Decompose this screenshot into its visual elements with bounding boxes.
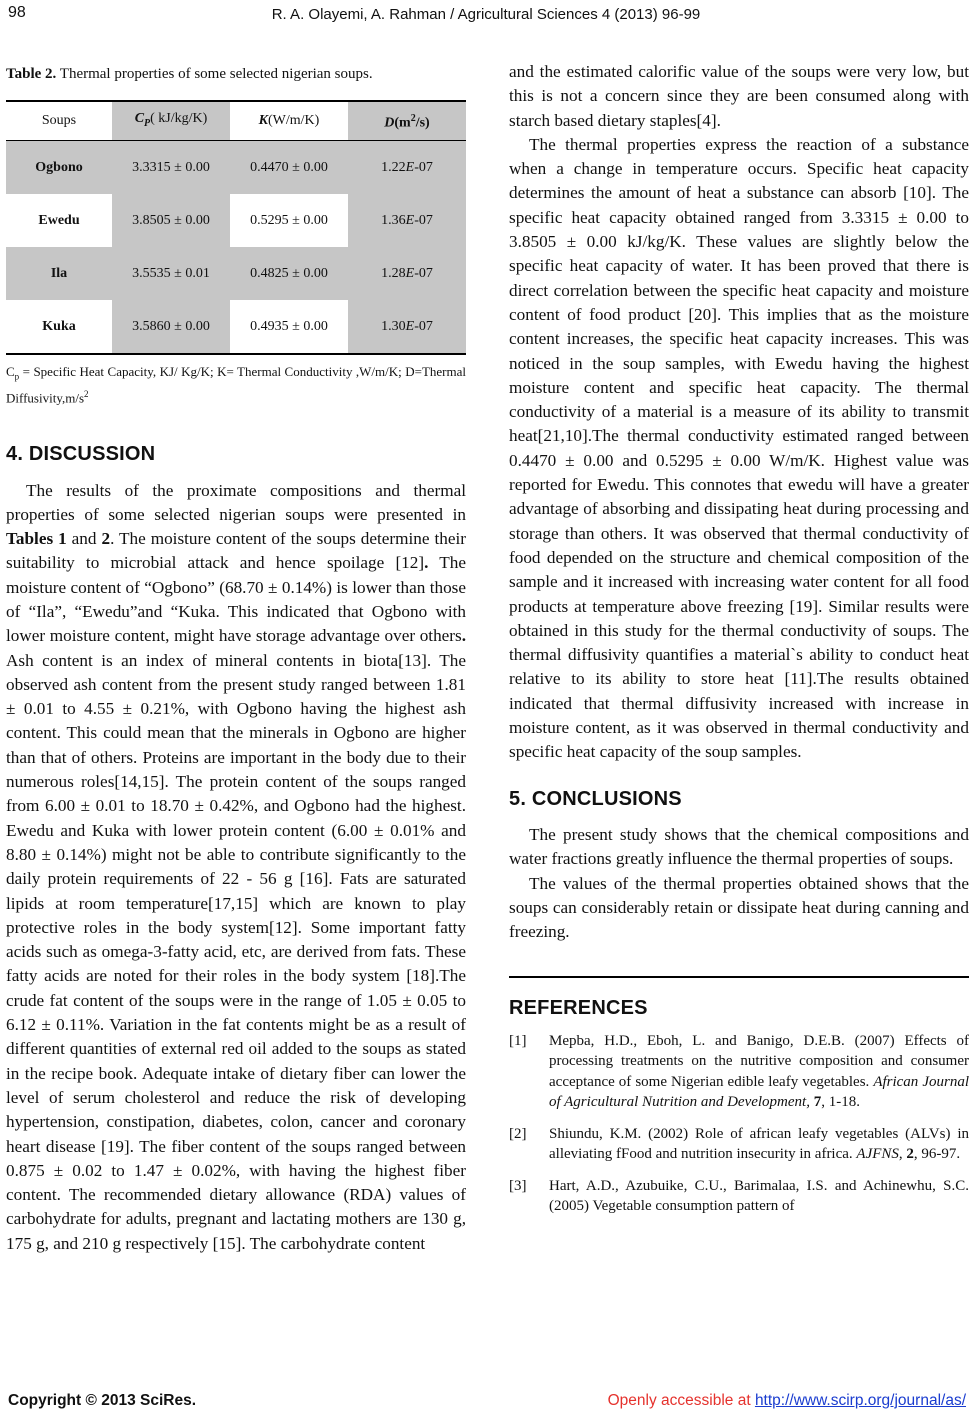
k-symbol: K — [258, 113, 268, 129]
k-unit: (W/m/K) — [268, 113, 320, 129]
d-e: E — [405, 318, 415, 334]
conclusions-paragraph-2: The values of the thermal properties obtained shows that the soups can considerably retain or dissipate heat during canning and freezing. — [509, 873, 969, 942]
cp-value: 3.5535 ± 0.01 — [112, 247, 230, 300]
reference-journal: African Journal of Agricultural Nutrition and Development, — [549, 1073, 969, 1111]
left-column — [6, 60, 466, 1256]
text-run: . — [461, 626, 466, 646]
d-exponent: -07 — [414, 265, 433, 281]
text-run: Ash content is an index of mineral contents in biota[13]. The observed ash content from the present study ranged between 1.81 ± 0.01 to 4.55 ± 0.21%, with Ogbono having the highest ash content. This could mean that the minerals in Ogbono are higher than that of others. Proteins are important in the body due to their numerous roles[14,15]. The protein content of the soups ranged from 6.00 ± 0.01 to 18.70 ± 0.42%, and Ogbono had the highest. Ewedu and Kuka with lower protein content (6.00 ± 0.01% and 8.80 ± 0.14%) might not be able to contribute significantly to the daily protein requirements of 22 - 56 g [16]. Fats are saturated lipids at room temperature[17,15] which are known to play protective roles in the body system[12]. Some important fatty acids such as omega-3-fatty acid, etc, are derived from fats. These fatty acids are noted for their roles in the body system [18].The crude fat content of the soups were in the range of 1.05 ± 0.05 to 6.12 ± 0.11%. Variation in the fat contents might be as a result of different quantities of external red oil added to the soups as stated in the recipe book. Adequate intake of dietary fiber can lower the level of serum cholesterol and reduce the risk of developing hypertension, constipation, diabetes, colon, cancer and coronary heart disease [19]. The fiber content of the soups ranged between 0.875 ± 0.02 to 1.47 ± 0.02%, with having the highest fiber content. The recommended dietary allowance (RDA) values of carbohydrate for adults, pregnant and lactating mothers are 130 g, 175 g, and 210 g respectively [15]. The carbohydrate content — [6, 650, 466, 1253]
soup-name: Ila — [6, 247, 112, 300]
cp-symbol: C — [134, 110, 145, 126]
table-header-row — [6, 101, 466, 141]
table-caption-text: Thermal properties of some selected nigerian soups. — [59, 66, 373, 82]
d-exponent: -07 — [414, 212, 433, 228]
d-e: E — [405, 212, 415, 228]
reference-authors-title: Shiundu, K.M. (2002) Role of african leafy vegetables (ALVs) in alleviating fFood and nutrition insecurity in africa. — [549, 1125, 969, 1163]
reference-number: [3] — [509, 1177, 527, 1194]
text-run: The moisture content of “Ogbono” (68.70 ± 0.14%) is lower than those of “Ila”, “Ewedu”and “Kuka. This indicated that Ogbono with lower moisture content, might have storage advantage over others — [6, 553, 466, 646]
text-run: . The moisture content of the soups determine their suitability to microbial attack and hence spoilage [12] — [6, 529, 466, 573]
table-row — [6, 247, 466, 300]
conclusions-heading: 5. CONCLUSIONS — [509, 787, 682, 810]
reference-pages: , 1-18. — [821, 1094, 860, 1111]
reference-item — [509, 1176, 969, 1217]
d-exponent: -07 — [414, 159, 433, 175]
col-header-soups: Soups — [6, 101, 112, 141]
reference-pages: , 96-97. — [913, 1146, 961, 1163]
d-value — [348, 194, 466, 247]
table-row — [6, 141, 466, 195]
d-mantissa: 1.36 — [381, 212, 406, 228]
table-footnote — [6, 363, 466, 406]
d-value — [348, 141, 466, 195]
table-label: Table 2. — [6, 66, 57, 82]
col-header-d — [348, 101, 466, 141]
reference-separator: , — [898, 1146, 907, 1163]
reference-journal: AJFNS — [856, 1146, 899, 1163]
d-e: E — [405, 265, 415, 281]
d-exponent: -07 — [414, 318, 433, 334]
table-row — [6, 300, 466, 354]
text-run: . — [424, 553, 429, 573]
col-header-cp — [112, 101, 230, 141]
reference-number: [1] — [509, 1032, 527, 1049]
conclusions-paragraph-1: The present study shows that the chemical compositions and water fractions greatly influence the thermal properties of soups. — [509, 824, 969, 869]
cp-subscript: P — [144, 117, 151, 129]
reference-volume: 7 — [813, 1094, 822, 1111]
cp-value: 3.8505 ± 0.00 — [112, 194, 230, 247]
d-value — [348, 247, 466, 300]
footnote-cp: C — [6, 364, 15, 380]
thermal-properties-table — [6, 100, 466, 355]
table-ref: Tables 1 — [6, 529, 67, 549]
d-e: E — [405, 159, 415, 175]
reference-item — [509, 1031, 969, 1113]
footer-copyright: Copyright © 2013 SciRes. — [8, 1392, 197, 1409]
cp-unit: ( kJ/kg/K) — [150, 110, 208, 126]
discussion-paragraph-1-continued: and the estimated calorific value of the soups were very low, but this is not a concern since they are been consumed along with starch based dietary staples[4]. — [509, 62, 969, 130]
text-run: and — [66, 529, 102, 549]
reference-volume: 2 — [906, 1146, 914, 1163]
references-list — [509, 1031, 969, 1217]
cp-value: 3.3315 ± 0.00 — [112, 141, 230, 195]
soup-name: Kuka — [42, 318, 76, 334]
page-number: 98 — [8, 4, 26, 21]
k-value: 0.4935 ± 0.00 — [250, 318, 328, 334]
discussion-heading: 4. DISCUSSION — [6, 443, 156, 466]
table-ref: 2 — [101, 529, 111, 549]
footer-access — [608, 1392, 966, 1410]
d-value — [348, 300, 466, 354]
text-run: The results of the proximate compositions and thermal properties of some selected nigerian soups were presented in — [6, 480, 466, 524]
d-unit-b: /s) — [415, 115, 430, 131]
journal-link[interactable]: http://www.scirp.org/journal/as/ — [754, 1392, 966, 1409]
discussion-paragraph-1 — [6, 479, 466, 1257]
footer-access-text: Openly accessible at — [607, 1392, 755, 1409]
discussion-paragraph-2: The thermal properties express the reaction of a substance when a change in temperature occurs. Specific heat capacity determines the amount of heat a substance can absorb [10]. The specific heat capacity obtained ranged from 3.3315 ± 0.00 to 3.8505 ± 0.00 kJ/kg/K. These values are slightly below the specific heat capacity of water. It has been proved that there is direct correlation between the specific heat capacity and moisture content of food product [20]. This implies that as the moisture content increases, the specific heat capacity increases. This was noticed in the soup samples, with Ewedu having the highest moisture content and specific heat capacity. The thermal conductivity of a material is a measure of its ability to transmit heat[21,10].The thermal conductivity estimated ranged between 0.4470 ± 0.00 and 0.5295 ± 0.00 W/m/K. Highest value was reported for Ewedu. This connotes that ewedu will have a greater advantage of absorbing and dissipating heat during processing and storage than others. It was observed that thermal conductivity of food depended on the structure and chemical composition of the sample and it increased with increasing water content for all food products at temperature above freezing [19]. Similar results were obtained in this study for the thermal conductivity of soups. The thermal diffusivity quantifies a material`s ability to conduct heat relative to its ability to store heat [11].The results obtained indicated that thermal diffusivity increased with increase in moisture content, as it was observed in thermal conductivity and specific heat capacity of the soup samples. — [509, 134, 969, 762]
d-symbol: D — [384, 115, 395, 131]
footnote-sup: 2 — [84, 388, 89, 399]
reference-text — [549, 1124, 969, 1165]
reference-text — [549, 1031, 969, 1113]
reference-authors-title: Mepba, H.D., Eboh, L. and Banigo, D.E.B. (2007) Effects of processing treatments on the nutritive composition and consumer acceptance of some Nigerian edible leafy vegetables. — [549, 1032, 969, 1090]
footnote-sub: p — [14, 371, 20, 382]
footnote-text: = Specific Heat Capacity, KJ/ Kg/K; K= Thermal Conductivity ,W/m/K; D=Thermal Diffusivity,m/s — [6, 364, 466, 406]
d-unit-sup: 2 — [410, 112, 416, 124]
soup-name: Ewedu — [38, 212, 80, 228]
k-value: 0.4470 ± 0.00 — [230, 141, 348, 195]
col-header-k — [230, 101, 348, 141]
d-unit-a: (m — [394, 115, 411, 131]
d-mantissa: 1.28 — [381, 265, 406, 281]
soup-name: Ogbono — [6, 141, 112, 195]
k-value: 0.5295 ± 0.00 — [250, 212, 328, 228]
reference-number: [2] — [509, 1125, 527, 1142]
d-mantissa: 1.22 — [381, 159, 406, 175]
right-column — [509, 60, 969, 1228]
reference-item — [509, 1124, 969, 1165]
references-heading: REFERENCES — [509, 997, 648, 1020]
reference-text: Hart, A.D., Azubuike, C.U., Barimalaa, I.S. and Achinewhu, S.C. (2005) Vegetable consumption pattern of — [549, 1177, 969, 1215]
running-header: R. A. Olayemi, A. Rahman / Agricultural Sciences 4 (2013) 96-99 — [271, 6, 701, 23]
cp-value: 3.5860 ± 0.00 — [112, 300, 230, 354]
references-rule — [509, 976, 969, 978]
d-mantissa: 1.30 — [381, 318, 406, 334]
k-value: 0.4825 ± 0.00 — [230, 247, 348, 300]
table-caption — [6, 62, 466, 86]
table-row — [6, 194, 466, 247]
